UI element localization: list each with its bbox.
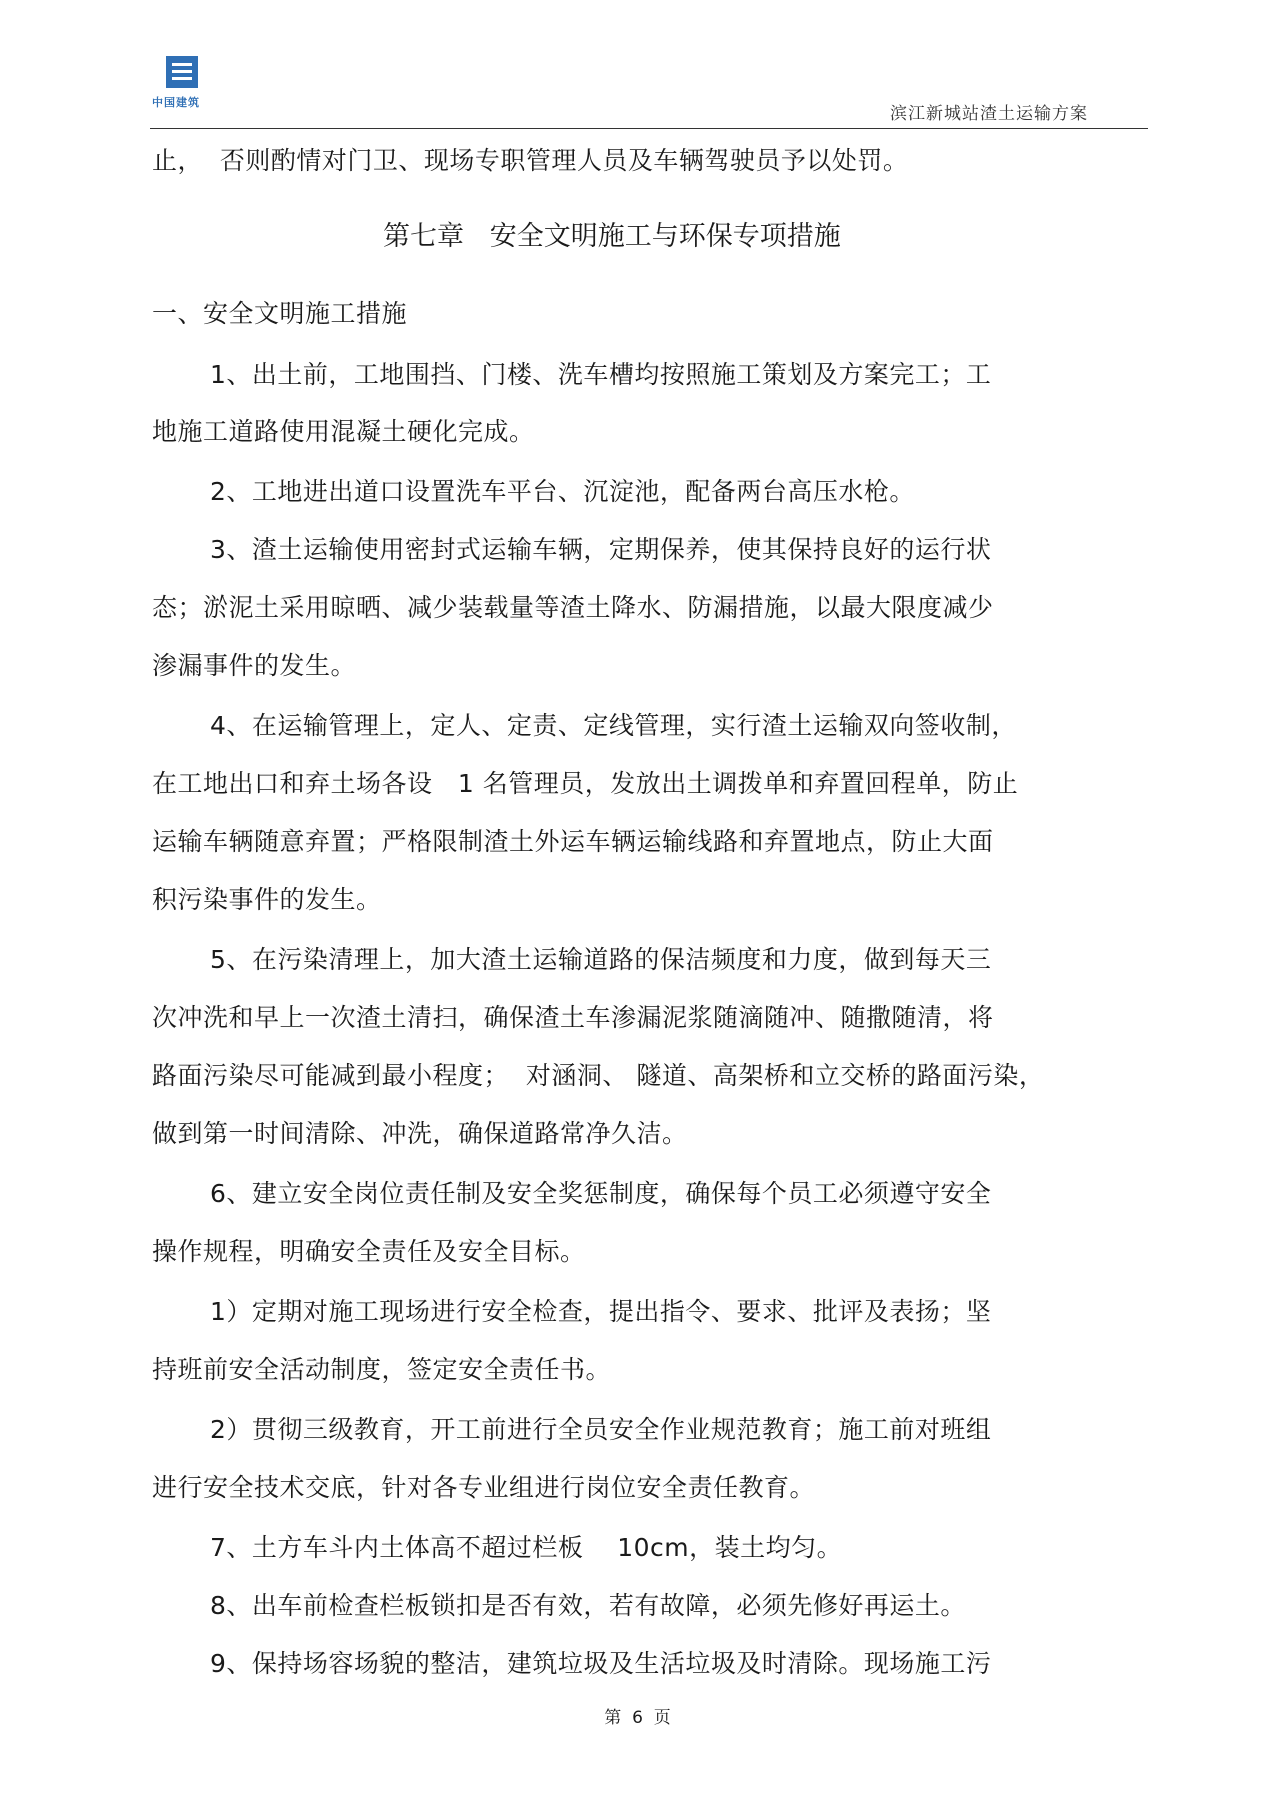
cscec-logo-icon [166, 56, 198, 88]
paragraph-line: 积污染事件的发生。 [152, 885, 382, 914]
paragraph-line: 3、渣土运输使用密封式运输车辆，定期保养，使其保持良好的运行状 [210, 535, 992, 564]
paragraph-line: 在工地出口和弃土场各设 1 名管理员，发放出土调拨单和弃置回程单，防止 [152, 769, 1019, 798]
paragraph-line: 5、在污染清理上，加大渣土运输道路的保洁频度和力度，做到每天三 [210, 945, 992, 974]
paragraph-line: 做到第一时间清除、冲洗，确保道路常净久洁。 [152, 1119, 688, 1148]
document-title: 滨江新城站渣土运输方案 [890, 104, 1088, 124]
page-number: 第 6 页 [604, 1708, 671, 1728]
page-header [150, 50, 1148, 129]
paragraph-line: 地施工道路使用混凝土硬化完成。 [152, 417, 535, 446]
paragraph-line: 态；淤泥土采用晾晒、减少装载量等渣土降水、防漏措施，以最大限度减少 [152, 593, 994, 622]
section-heading: 一、安全文明施工措施 [152, 299, 408, 328]
paragraph-line: 6、建立安全岗位责任制及安全奖惩制度，确保每个员工必须遵守安全 [210, 1179, 992, 1208]
paragraph-line: 8、出车前检查栏板锁扣是否有效，若有故障，必须先修好再运土。 [210, 1591, 966, 1620]
paragraph-line: 操作规程，明确安全责任及安全目标。 [152, 1237, 586, 1266]
paragraph-line: 止， 否则酌情对门卫、现场专职管理人员及车辆驾驶员予以处罚。 [152, 146, 909, 175]
paragraph-line: 路面污染尽可能减到最小程度； 对涵洞、 隧道、高架桥和立交桥的路面污染， [152, 1061, 1045, 1090]
paragraph-line: 2）贯彻三级教育，开工前进行全员安全作业规范教育；施工前对班组 [210, 1415, 992, 1444]
chapter-heading: 第七章 安全文明施工与环保专项措施 [383, 221, 841, 252]
paragraph-line: 运输车辆随意弃置；严格限制渣土外运车辆运输线路和弃置地点，防止大面 [152, 827, 994, 856]
company-logo [152, 56, 212, 118]
paragraph-line: 1、出土前，工地围挡、门楼、洗车槽均按照施工策划及方案完工；工 [210, 360, 992, 389]
paragraph-line: 4、在运输管理上，定人、定责、定线管理，实行渣土运输双向签收制， [210, 711, 1017, 740]
paragraph-line: 7、土方车斗内土体高不超过栏板 10cm，装土均匀。 [210, 1533, 843, 1562]
paragraph-line: 9、保持场容场貌的整洁，建筑垃圾及生活垃圾及时清除。现场施工污 [210, 1649, 992, 1678]
paragraph-line: 次冲洗和早上一次渣土清扫，确保渣土车渗漏泥浆随滴随冲、随撒随清，将 [152, 1003, 994, 1032]
paragraph-line: 持班前安全活动制度，签定安全责任书。 [152, 1355, 612, 1384]
paragraph-line: 渗漏事件的发生。 [152, 651, 357, 680]
paragraph-line: 1）定期对施工现场进行安全检查，提出指令、要求、批评及表扬；坚 [210, 1297, 992, 1326]
paragraph-line: 2、工地进出道口设置洗车平台、沉淀池，配备两台高压水枪。 [210, 477, 915, 506]
paragraph-line: 进行安全技术交底，针对各专业组进行岗位安全责任教育。 [152, 1473, 816, 1502]
logo-text: 中国建筑 [152, 96, 200, 109]
